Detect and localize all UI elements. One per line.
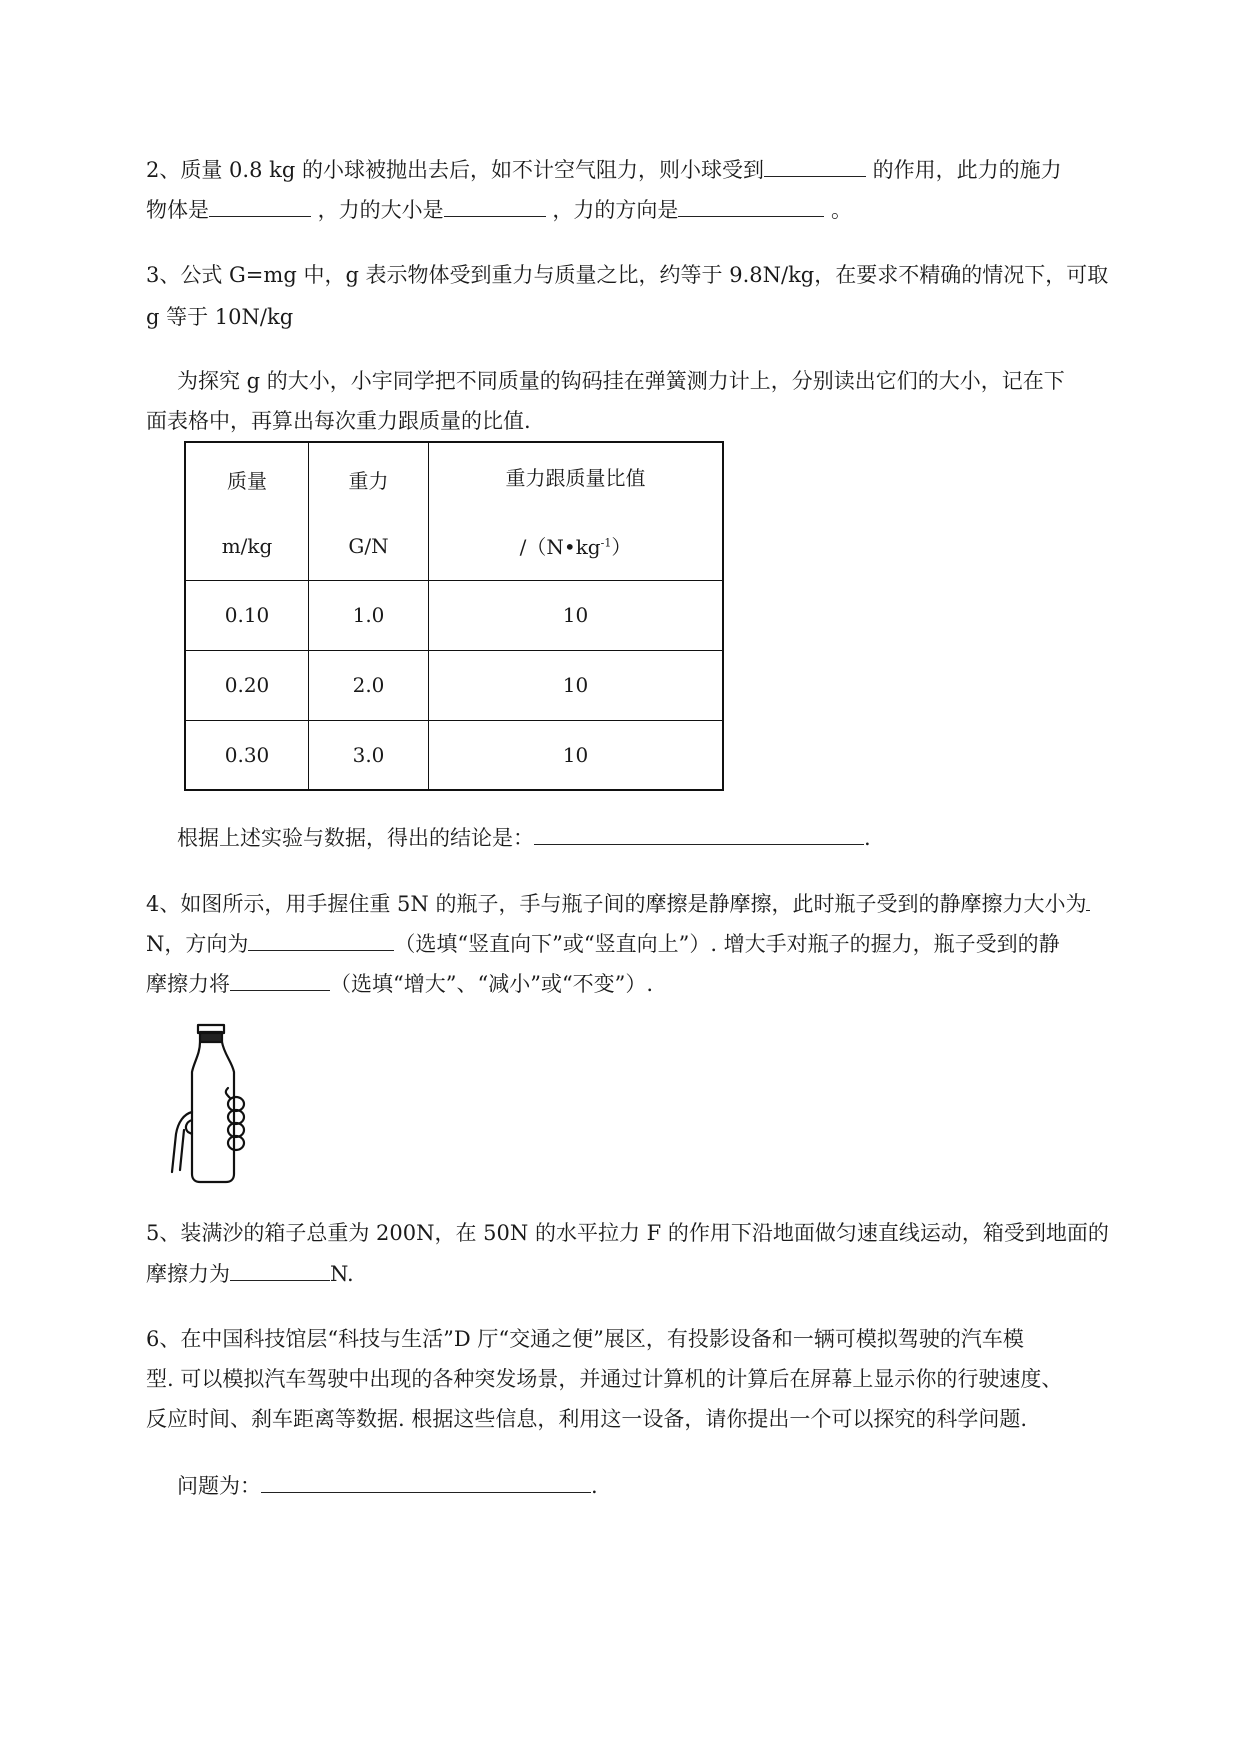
q3-blank-conclusion[interactable]	[534, 822, 864, 845]
q6-text: 问题为：	[177, 1474, 261, 1498]
q5-line-2	[146, 1258, 354, 1289]
table-cell-mass: 0.30	[185, 720, 309, 790]
q2-blank-force[interactable]	[764, 154, 866, 177]
q2-blank-magnitude[interactable]	[444, 194, 546, 217]
q2-line-1	[146, 154, 1062, 185]
q3-conclusion	[177, 822, 871, 853]
q3-text: .	[864, 826, 871, 850]
q3-line-4: 面表格中，再算出每次重力跟质量的比值.	[146, 409, 531, 433]
table-cell-mass: 0.10	[185, 580, 309, 650]
header-unit: m/kg	[221, 533, 273, 558]
table-header-row	[185, 442, 723, 580]
table-header-cell	[185, 442, 309, 580]
table-cell-mass: 0.20	[185, 650, 309, 720]
q2-text: ，力的方向是	[545, 198, 679, 222]
unit-text: /（N•kg	[519, 535, 601, 560]
table-header-cell	[429, 442, 724, 580]
q2-text: ，力的大小是	[311, 198, 444, 222]
q2-blank-direction[interactable]	[678, 194, 824, 217]
q4-text: 摩擦力将	[146, 972, 230, 996]
header-label: 重力	[348, 468, 389, 493]
q6-line-1: 6、在中国科技馆层“科技与生活”D 厅“交通之便”展区，有投影设备和一辆可模拟驾驶的汽车模	[146, 1327, 1024, 1351]
header-unit	[520, 535, 632, 559]
table-header-cell	[309, 442, 429, 580]
q4-blank-change[interactable]	[230, 968, 330, 991]
q2-line-2	[146, 194, 852, 225]
q3-text: 根据上述实验与数据，得出的结论是：	[177, 826, 534, 850]
q4-blank-direction[interactable]	[248, 928, 394, 951]
data-table	[184, 441, 724, 791]
q4-text: （选填“增大”、“减小”或“不变”）.	[330, 972, 654, 996]
q5-text: N.	[330, 1262, 354, 1286]
table-cell-weight: 2.0	[309, 650, 429, 720]
q4-blank-friction[interactable]	[1086, 888, 1090, 911]
q6-answer	[177, 1470, 598, 1501]
table-cell-ratio: 10	[429, 580, 724, 650]
header-unit: G/N	[348, 533, 389, 558]
q2-text: 2、质量 0.8 kg 的小球被抛出去后，如不计空气阻力，则小球受到	[146, 158, 764, 182]
q6-blank-question[interactable]	[261, 1470, 591, 1493]
q5-blank-friction[interactable]	[230, 1258, 330, 1281]
q4-text: 4、如图所示，用手握住重 5N 的瓶子，手与瓶子间的摩擦是静摩擦，此时瓶子受到的静摩擦力大小为	[146, 892, 1087, 916]
q2-text: 的作用，此力的施力	[865, 158, 1062, 182]
q6-text: .	[591, 1474, 598, 1498]
unit-text: ）	[611, 535, 632, 560]
q4-text: （选填“竖直向下”或“竖直向上”）. 增大手对瓶子的握力，瓶子受到的静	[394, 932, 1060, 956]
table-cell-ratio: 10	[429, 650, 724, 720]
table-row	[185, 580, 723, 650]
q4-line-1	[146, 888, 1090, 919]
q2-blank-source[interactable]	[209, 194, 311, 217]
table-cell-weight: 1.0	[309, 580, 429, 650]
q3-line-3: 为探究 g 的大小，小宇同学把不同质量的钩码挂在弹簧测力计上，分别读出它们的大小，记在下	[177, 369, 1065, 393]
q5-text: 摩擦力为	[146, 1262, 230, 1286]
q6-line-2: 型. 可以模拟汽车驾驶中出现的各种突发场景，并通过计算机的计算后在屏幕上显示你的行驶速度、	[146, 1367, 1063, 1391]
header-label: 重力跟质量比值	[505, 466, 646, 491]
unit-exponent: -1	[600, 536, 612, 550]
q4-line-2	[146, 928, 1060, 959]
q3-line-2: g 等于 10N/kg	[146, 305, 294, 329]
table-cell-weight: 3.0	[309, 720, 429, 790]
q4-text: N，方向为	[146, 932, 249, 956]
table-row	[185, 650, 723, 720]
q4-line-3	[146, 968, 653, 999]
bottle-in-hand-figure	[170, 1022, 280, 1184]
q6-line-3: 反应时间、刹车距离等数据. 根据这些信息，利用这一设备，请你提出一个可以探究的科学问题.	[146, 1407, 1028, 1431]
header-label: 质量	[227, 468, 267, 493]
q5-line-1: 5、装满沙的箱子总重为 200N，在 50N 的水平拉力 F 的作用下沿地面做匀速直线运动，箱受到地面的	[146, 1221, 1109, 1245]
q2-text: 物体是	[146, 198, 209, 222]
q2-text: 。	[824, 198, 853, 222]
table-row	[185, 720, 723, 790]
table-cell-ratio: 10	[429, 720, 724, 790]
q3-line-1: 3、公式 G=mg 中，g 表示物体受到重力与质量之比，约等于 9.8N/kg，在要求不精确的情况下，可取	[146, 263, 1109, 287]
